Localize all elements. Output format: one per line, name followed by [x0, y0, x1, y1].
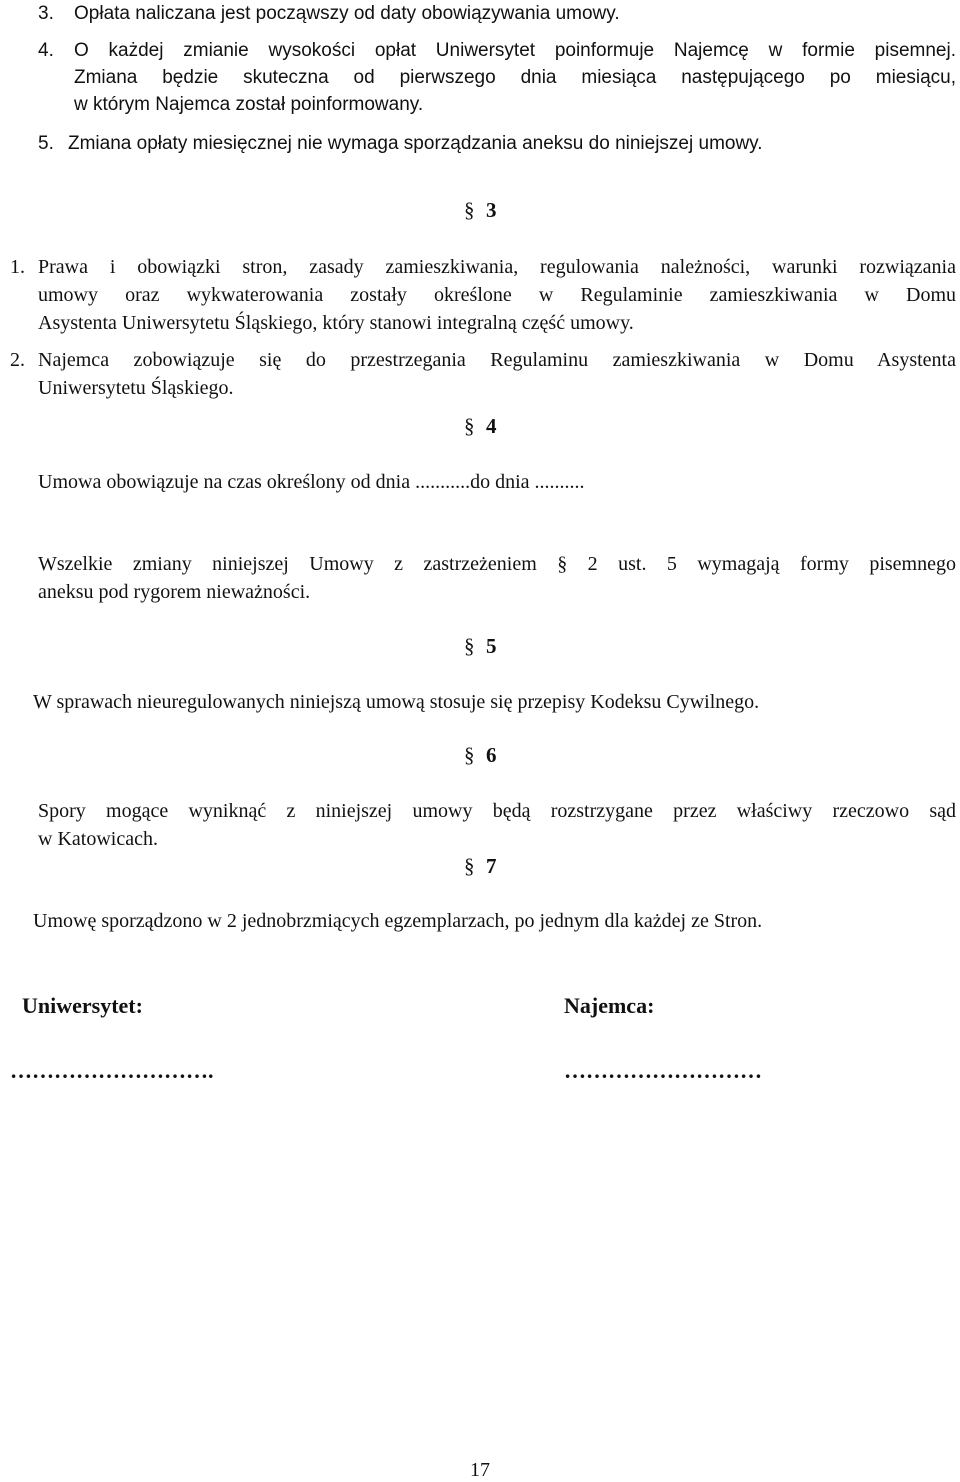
section-number: 5	[486, 634, 497, 658]
paragraph-line: Spory mogące wyniknąć z niniejszej umowy będą rozstrzygane przez właściwy rzeczowo sąd	[38, 800, 956, 822]
section-number: 7	[486, 854, 497, 878]
section-number: 6	[486, 743, 497, 767]
paragraph-line: Asystenta Uniwersytetu Śląskiego, który stanowi integralną część umowy.	[38, 312, 634, 334]
list-number: 5.	[38, 133, 54, 154]
section-heading-3	[464, 198, 497, 223]
section-number: 4	[486, 414, 497, 438]
section-heading-5	[464, 634, 497, 659]
section-heading-7	[464, 854, 497, 879]
disputes-clause	[38, 797, 956, 853]
contract-period: Umowa obowiązuje na czas określony od dnia ...........do dnia ..........	[38, 471, 585, 493]
section-heading-6	[464, 743, 497, 768]
paragraph-line: aneksu pod rygorem nieważności.	[38, 581, 311, 603]
signature-label-university: Uniwersytet:	[22, 993, 143, 1018]
signature-line-university: ……………………….	[10, 1058, 214, 1083]
list-text-line: O każdej zmianie wysokości opłat Uniwersytet poinformuje Najemcę w formie pisemnej.	[74, 40, 956, 61]
section-symbol: §	[464, 198, 475, 222]
section-symbol: §	[464, 854, 475, 878]
section-number: 3	[486, 198, 497, 222]
list-number: 2.	[10, 349, 25, 371]
section-symbol: §	[464, 634, 475, 658]
copies-clause: Umowę sporządzono w 2 jednobrzmiących egzemplarzach, po jednym dla każdej ze Stron.	[33, 910, 763, 932]
paragraph-line: Wszelkie zmiany niniejszej Umowy z zastrzeżeniem § 2 ust. 5 wymagają formy pisemnego	[38, 553, 956, 575]
signature-label-tenant: Najemca:	[564, 993, 655, 1018]
list-item-4	[38, 37, 956, 118]
section-heading-4	[464, 414, 497, 439]
paragraph-line: umowy oraz wykwaterowania zostały określone w Regulaminie zamieszkiwania w Domu	[38, 284, 956, 306]
list-text: Opłata naliczana jest począwszy od daty obowiązywania umowy.	[74, 3, 620, 24]
list-number: 3.	[38, 3, 54, 24]
list-text-line: w którym Najemca został poinformowany.	[74, 94, 424, 115]
section-symbol: §	[464, 743, 475, 767]
amendments-clause	[38, 550, 956, 606]
signature-line-tenant: ………………………	[564, 1058, 762, 1083]
section-symbol: §	[464, 414, 475, 438]
paragraph-line: Najemca zobowiązuje się do przestrzegania Regulaminu zamieszkiwania w Domu Asystenta	[38, 349, 956, 371]
list-number: 1.	[10, 256, 25, 278]
paragraph-line: Prawa i obowiązki stron, zasady zamieszkiwania, regulowania należności, warunki rozwiązania	[38, 256, 956, 278]
paragraph-3-item-1	[10, 253, 956, 337]
paragraph-line: Uniwersytetu Śląskiego.	[38, 377, 234, 399]
page-number: 17	[470, 1459, 490, 1481]
list-text-line: Zmiana będzie skuteczna od pierwszego dnia miesiąca następującego po miesiącu,	[74, 67, 956, 88]
paragraph-3-item-2	[10, 346, 956, 402]
paragraph-line: w Katowicach.	[38, 828, 158, 850]
list-number: 4.	[38, 40, 54, 61]
civil-code-clause: W sprawach nieuregulowanych niniejszą umową stosuje się przepisy Kodeksu Cywilnego.	[33, 691, 760, 713]
list-text: Zmiana opłaty miesięcznej nie wymaga sporządzania aneksu do niniejszej umowy.	[68, 133, 763, 154]
